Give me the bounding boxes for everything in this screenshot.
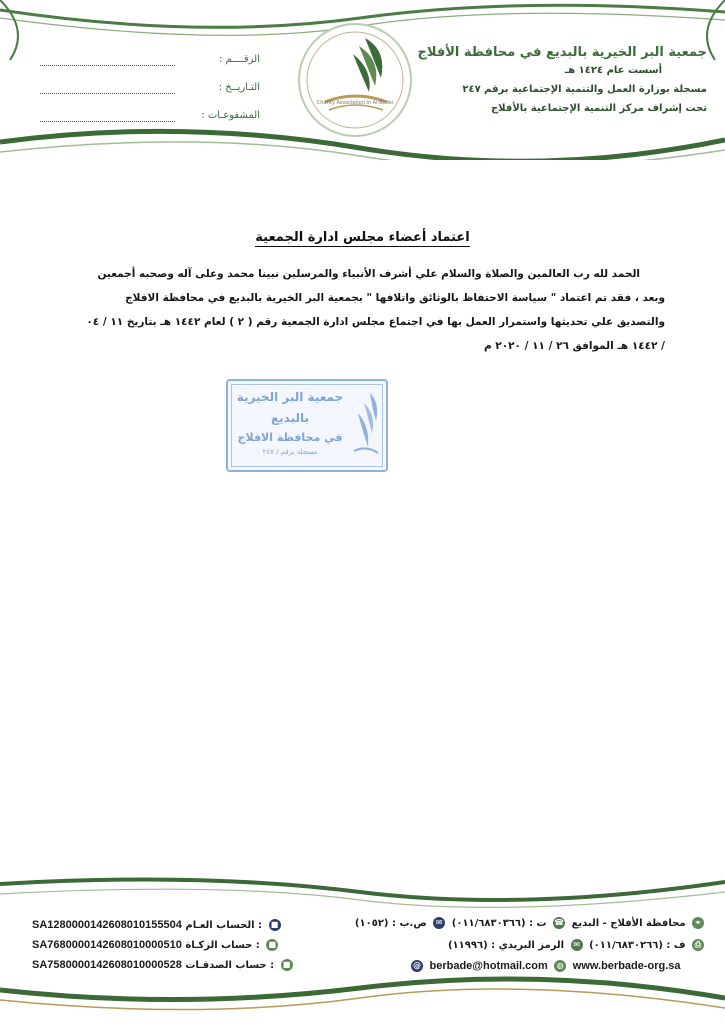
registration-text: مسجلة بوزارة العمل والتنمية الإجتماعية برقم ٢٤٧: [462, 84, 707, 95]
organization-info: [407, 44, 707, 118]
phone-label: ت :: [529, 918, 547, 929]
bank-account-charity: [32, 959, 296, 977]
attachments-label: المشفوعـات :: [201, 110, 260, 121]
footer-contact-row-3: [408, 960, 681, 978]
date-blank: [40, 93, 175, 94]
email-icon: @: [413, 961, 421, 970]
postal-code: (١١٩٩٦): [447, 940, 488, 951]
pobox-number: (١٠٥٢): [354, 918, 389, 929]
stamp-line-3: في محافظة الافلاج: [237, 431, 343, 444]
body-line-2: وبعد ، فقد تم اعتماد " سياسة الاحتفاظ بالوثائق واتلافها " بجمعية البر الخيرية بالبديع في محافظة الافلاج: [125, 292, 665, 304]
attachments-row: [40, 110, 260, 138]
org-logo: [295, 20, 415, 140]
bank-icon: ■: [281, 959, 293, 971]
body-line-1: الحمد لله رب العالمين والصلاة والسلام علي أشرف الأنبياء والمرسلين نبينا محمد وعلى آله وصحبه أجمعين: [97, 268, 640, 280]
account-label-charity: حساب الصدقـات :: [185, 960, 275, 971]
ref-blank: [40, 65, 175, 66]
document-meta: [40, 54, 260, 138]
ref-number-row: [40, 54, 260, 82]
postal-icon: ✉: [571, 939, 583, 951]
fax-number: (٠١١/٦٨٣٠٢٦٦): [589, 940, 663, 951]
footer-contact-row-1: [355, 917, 707, 935]
org-name: جمعية البر الخيرية بالبديع في محافظة الأفلاج: [417, 45, 707, 60]
stamp-line-4: مسجلة برقم / ٢٤٧: [262, 448, 318, 456]
location-pin-icon: ⌖: [692, 917, 704, 929]
iban-charity: SA7580000142608010000528: [32, 959, 182, 971]
stamp-emblem-icon: [350, 389, 380, 461]
mailbox-icon: ✉: [433, 917, 445, 929]
stamp-text: [234, 387, 346, 457]
letter-title-text: اعتماد أعضاء مجلس ادارة الجمعية: [255, 230, 470, 245]
stamp-line-2: بالبديع: [270, 411, 310, 425]
fax-icon: ⎙: [692, 939, 704, 951]
footer-location: محافظة الأفلاج - البديع: [571, 918, 686, 929]
globe-icon: ◍: [554, 960, 566, 972]
iban-zakat: SA7680000142608010000510: [32, 939, 182, 951]
bank-account-general: [32, 919, 284, 937]
date-label: التـاريــخ :: [218, 82, 260, 93]
phone-icon: ☎: [554, 918, 565, 927]
postal-label: الرمز البريدي :: [491, 940, 565, 951]
logo-caption: Charity Association in Al-Bedei: [316, 100, 394, 106]
ref-label: الرقــــم :: [218, 54, 260, 65]
website-link[interactable]: www.berbade-org.sa: [572, 960, 681, 972]
letter-body: [55, 262, 665, 358]
founded-year: أسست عام ١٤٢٤ هـ: [564, 65, 662, 76]
date-row: [40, 82, 260, 110]
supervision-text: تحت إشراف مركز التنمية الإجتماعية بالأفلاج: [490, 103, 707, 114]
email-link[interactable]: berbade@hotmail.com: [429, 960, 548, 972]
account-label-general: الحساب العـام :: [185, 920, 263, 931]
iban-general: SA1280000142608010155504: [32, 919, 182, 931]
footer-contact-row-2: [448, 939, 707, 957]
attachments-blank: [40, 121, 175, 122]
body-line-3: والتصديق علي تحديثها واستمرار العمل بها في اجتماع مجلس ادارة الجمعية رقم ( ٢ ) لعام ١٤٤٢ هـ بتاريخ ١١ / ٠٤: [86, 316, 665, 328]
official-stamp: [226, 379, 388, 472]
bank-icon: ■: [266, 939, 278, 951]
letter-title: [0, 230, 725, 245]
bank-icon: ■: [269, 919, 281, 931]
bank-account-zakat: [32, 939, 281, 957]
phone-number: (٠١١/٦٨٣٠٣٦٦): [451, 918, 526, 929]
fax-label: ف :: [666, 940, 686, 951]
body-line-4: / ١٤٤٢ هـ الموافق ٢٦ / ١١ / ٢٠٢٠ م: [483, 340, 665, 352]
account-label-zakat: حساب الزكـاة :: [185, 940, 260, 951]
stamp-line-1: جمعية البر الخيرية: [236, 390, 344, 404]
pobox-label: ص.ب :: [391, 918, 427, 929]
